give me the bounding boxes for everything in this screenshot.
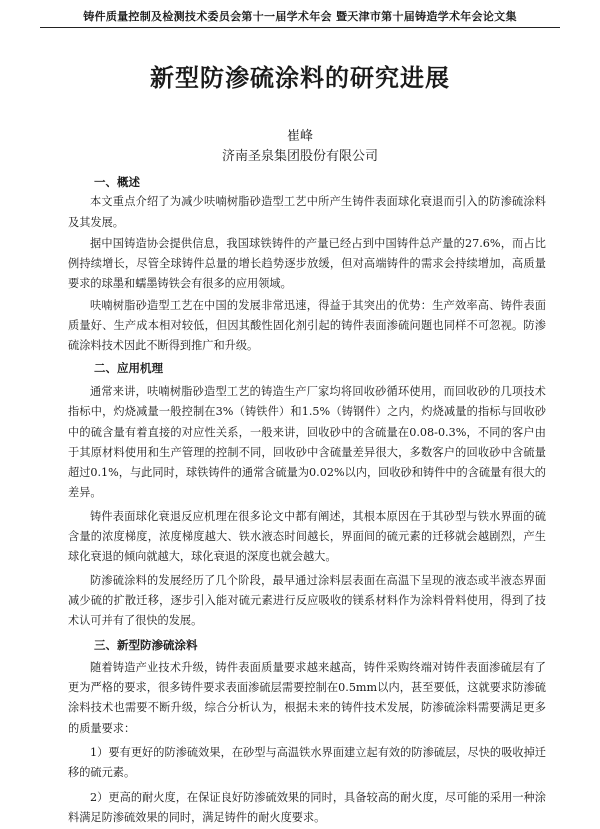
paragraph: 呋喃树脂砂造型工艺在中国的发展非常迅速，得益于其突出的优势：生产效率高、铸件表面质量好、生产成本相对较低，但因其酸性固化剂引起的铸件表面渗硫问题也同样不可忽视。防渗硫涂料技术因此不断得到推广和升级。 [68,298,546,353]
section-heading-mechanism: 二、应用机理 [94,360,163,375]
section-heading-overview: 一、概述 [94,175,140,189]
section-heading-new-coating: 三、新型防渗硫涂料 [94,637,198,652]
running-header: 铸件质量控制及检测技术委员会第十一届学术年会 暨天津市第十届铸造学术年会论文集 [83,10,517,23]
paragraph: 随着铸造产业技术升级，铸件表面质量要求越来越高，铸件采购终端对铸件表面渗硫层有了更为严格的要求，很多铸件要求表面渗硫层需要控制在0.5mm以内，甚至要低，这就要求防渗硫涂料技术也需要不断升级，综合分析认为，根据未来的铸件技术发展，防渗硫涂料需要满足更多的质量要求： [68,660,546,735]
paragraph: 铸件表面球化衰退反应机理在很多论文中都有阐述，其根本原因在于其砂型与铁水界面的硫含量的浓度梯度，浓度梯度越大、铁水液态时间越长，界面间的硫元素的迁移就会越剧烈，产生球化衰退的倾向就越大，球化衰退的深度也就会越大。 [68,509,546,564]
paragraph: 据中国铸造协会提供信息，我国球铁铸件的产量已经占到中国铸件总产量的27.6%，而占比例持续增长，尽管全球铸件总量的增长趋势逐步放缓，但对高端铸件的需求会持续增加，高质量要求的球墨和蠕墨铸铁会有很多的应用领域。 [68,236,546,291]
paper-title: 新型防渗硫涂料的研究进展 [150,64,450,92]
header-rule [40,27,560,28]
paragraph: 防渗硫涂料的发展经历了几个阶段，最早通过涂料层表面在高温下呈现的液态或半液态界面减少硫的扩散迁移，逐步引入能对硫元素进行反应吸收的镁系材料作为涂料骨料使用，得到了技术认可并有了很快的发展。 [68,573,546,628]
paragraph: 本文重点介绍了为减少呋喃树脂砂造型工艺中所产生铸件表面球化衰退而引入的防渗硫涂料及其发展。 [68,195,546,229]
paper-body [68,172,546,829]
paragraph: 通常来讲，呋喃树脂砂造型工艺的铸造生产厂家均将回收砂循环使用，而回收砂的几项技术指标中，灼烧减量一般控制在3%（铸铁件）和1.5%（铸钢件）之内，灼烧减量的指标与回收砂中的硫含量有着直接的对应性关系，一般来讲，回收砂中的含硫量在0.08-0.3%，不同的客户由于其原材料使用和生产管理的控制不同，回收砂中含硫量差异很大，多数客户的回收砂中含硫量超过0.1%，与此同时，球铁铸件的通常含硫量为0.02%以内，回收砂和铸件中的含硫量有很大的差异。 [68,384,546,500]
requirement-item: 2）更高的耐火度，在保证良好防渗硫效果的同时，具备较高的耐火度，尽可能的采用一种涂料满足防渗硫效果的同时，满足铸件的耐火度要求。 [68,790,546,824]
requirement-item: 1）要有更好的防渗硫效果，在砂型与高温铁水界面建立起有效的防渗硫层，尽快的吸收掉迁移的硫元素。 [68,746,546,780]
author-name: 崔峰 [286,129,313,144]
author-affiliation: 济南圣泉集团股份有限公司 [221,149,378,164]
